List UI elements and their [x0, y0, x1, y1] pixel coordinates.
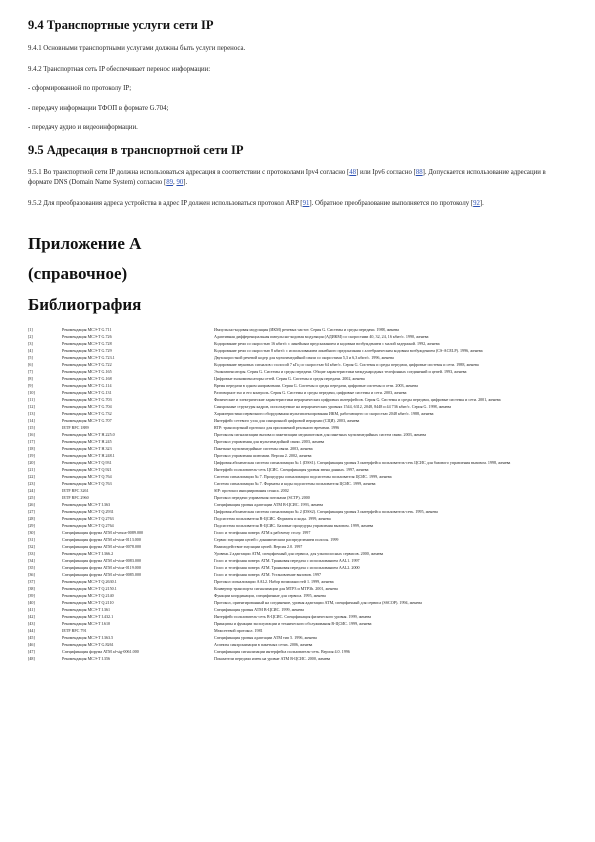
reference-link-92[interactable]: 92	[473, 200, 480, 207]
bibliography-entry-title: Кодирование речи со скоростью 8 кбит/с с использованием линейного предсказания с алгебраическим кодовым возбуждением (CS-ACELP). 1996, женева	[214, 348, 483, 353]
bibliography-entry-number: [37]	[28, 579, 35, 584]
bibliography-entry-document: Рекомендация МСЭ-Т G.8261	[62, 642, 114, 647]
bibliography-entry-document: Рекомендация МСЭ-Т H.225.0	[62, 432, 115, 437]
bibliography-entry-title: Протокол, ориентированный на соединение, уровня адаптации ATM, специфичный для сервиса (SSCOP). 1994, женева	[214, 600, 422, 605]
bibliography-entry	[28, 391, 568, 396]
bibliography-entry-title: Уровень 2 адаптации АТМ, специфичный для сервиса, для узкополосных сервисов. 2000, женева	[214, 551, 384, 556]
bibliography-entry	[28, 461, 568, 466]
bibliography-entry-number: [1]	[28, 327, 33, 332]
bibliography-entry-document: Рекомендация МСЭ-Т G.711	[62, 327, 112, 332]
bibliography-entry-document: Рекомендация МСЭ-Т Q.2140	[62, 593, 114, 598]
appendix-title: Приложение А	[28, 234, 142, 253]
bullet-audio-video: - передачу аудио и видеоинформации.	[28, 124, 138, 131]
bibliography-entry	[28, 580, 568, 585]
bibliography-entry-number: [41]	[28, 607, 35, 612]
bibliography-entry	[28, 384, 568, 389]
bibliography-entry-title: Протокол сигнализации AAL2. Набор возможностей 1. 1999, женева	[214, 579, 334, 584]
bibliography-entry-document: Рекомендация МСЭ-Т H.245	[62, 439, 112, 444]
bibliography-entry	[28, 566, 568, 571]
bibliography-entry-number: [44]	[28, 628, 35, 633]
bibliography-entry-number: [14]	[28, 418, 35, 423]
bibliography-entry-document: Рекомендация МСЭ-Т G.732	[62, 411, 112, 416]
bibliography-entry	[28, 608, 568, 613]
bibliography-entry-number: [15]	[28, 425, 35, 430]
bibliography-entry-number: [48]	[28, 656, 35, 661]
bibliography-entry-title: Протоколы сигнализации вызова и пакетизации медиапотоков для пакетных мультимедийных систем связи. 2003, женева	[214, 432, 427, 437]
paragraph-9-5-2-text-b: ]. Обратное преобразование выполняется по протоколу [	[309, 200, 474, 207]
bibliography-entry-document: IETF RFC 791	[62, 628, 87, 633]
bibliography-entry	[28, 426, 568, 431]
bibliography-entry-number: [32]	[28, 544, 35, 549]
bibliography-entry	[28, 377, 568, 382]
bibliography-entry-title: Двухскоростной речевой кодер для мультимедийной связи со скоростями 5,3 и 6,3 кбит/с. 1996, женева	[214, 355, 394, 360]
bibliography-entry-title: Характеристики первичного оборудования мультиплексирования ИКМ, работающего со скоростью 2048 кбит/с. 1988, женева	[214, 411, 434, 416]
bibliography-entry	[28, 552, 568, 557]
bibliography-entry	[28, 657, 568, 662]
bibliography-entry-title: Взаимодействие эмуляции цепей. Версия 2.0. 1997	[214, 544, 303, 549]
bibliography-entry	[28, 650, 568, 655]
bibliography-entry	[28, 545, 568, 550]
bibliography-entry-title: Протокол управления для мультимедийной связи. 2003, женева	[214, 439, 325, 444]
bibliography-entry-title: Подсистема пользователя В-ЦСИС. Базовые процедуры управления вызовом. 1999, женева	[214, 523, 374, 528]
bibliography-entry-number: [24]	[28, 488, 35, 493]
bibliography-entry-title: Кодирование речи со скоростью 16 кбит/с с линейным предсказанием и кодовым возбуждением с малой задержкой. 1992, женева	[214, 341, 440, 346]
bibliography-entry-title: Голос и телефония поверх ATM. Транковая передача с использованием AAL2. 2000	[214, 565, 360, 570]
bibliography-entry-title: Импульсно-кодовая модуляция (ИКМ) речевых частот. Серия G. Системы и среды передачи. 1988, женева	[214, 327, 400, 332]
bibliography-entry-number: [2]	[28, 334, 33, 339]
bibliography-entry-title: Протокол передачи управления потоками (SCTP). 2000	[214, 495, 310, 500]
bibliography-entry	[28, 489, 568, 494]
bibliography-entry-number: [46]	[28, 642, 35, 647]
bibliography-entry	[28, 559, 568, 564]
bibliography-list	[28, 328, 568, 664]
bibliography-entry-document: Рекомендация МСЭ-Т I.363.5	[62, 635, 114, 640]
bibliography-entry	[28, 503, 568, 508]
section-heading-9-4: 9.4 Транспортные услуги сети IP	[28, 18, 214, 32]
bibliography-entry-number: [19]	[28, 453, 35, 458]
bibliography-entry-document: Рекомендация МСЭ-Т G.729	[62, 348, 112, 353]
bibliography-entry-title: Спецификация уровня АТМ В-ЦСИС. 1999, женева	[214, 607, 304, 612]
bibliography-entry	[28, 622, 568, 627]
bibliography-entry-title: Конвертор транспорта сигнализации для MTP3 и MTP3b. 2001, женева	[214, 586, 338, 591]
bibliography-entry-number: [45]	[28, 635, 35, 640]
bibliography-entry-document: Рекомендация МСЭ-Т Q.2931	[62, 509, 114, 514]
appendix-subtitle: (справочное)	[28, 264, 128, 283]
bibliography-entry-document: IETF RFC 1889	[62, 425, 89, 430]
paragraph-9-5-1-text-b: ] или Ipv6 согласно [	[356, 169, 416, 176]
paragraph-9-5-2-text-c: ].	[479, 200, 484, 207]
reference-link-48[interactable]: 48	[349, 169, 357, 176]
bibliography-entry-title: Спецификация сигнализации интерфейса пользователь-сеть. Версия 4.0. 1996	[214, 649, 350, 654]
bibliography-entry-title: Протокол управления шлюзами. Версия 2. 2002, женева	[214, 453, 312, 458]
bibliography-entry-number: [47]	[28, 649, 35, 654]
bibliography-entry	[28, 398, 568, 403]
bibliography-entry-number: [18]	[28, 446, 35, 451]
bibliography-entry	[28, 629, 568, 634]
bibliography-entry-document: Спецификация форума ATM af-vmoa-0089.000	[62, 530, 144, 535]
bibliography-entry	[28, 587, 568, 592]
bibliography-entry-number: [4]	[28, 348, 33, 353]
reference-link-89[interactable]: 89	[166, 179, 174, 186]
bibliography-entry-number: [7]	[28, 369, 33, 374]
bibliography-entry-document: Спецификация форума ATM af-vtoa-0119.000	[62, 565, 141, 570]
paragraph-9-5-1-sep: ,	[173, 179, 177, 186]
bibliography-entry-title: Спецификация уровня адаптации АТМ тип 5. 1996, женева	[214, 635, 317, 640]
bibliography-entry-title: Сервис эмуляции цепей с динамическим распределением полосы. 1999	[214, 537, 339, 542]
bibliography-entry-number: [9]	[28, 383, 33, 388]
bibliography-entry-title: Синхронные структуры кадров, используемые на иерархических уровнях 1544, 6312, 2048, 8448 и 44 736 кбит/с. Серия G. 1998, женева	[214, 404, 452, 409]
bibliography-entry-title: Голос и телефония поверх ATM к рабочему столу. 1997	[214, 530, 311, 535]
bibliography-entry-document: Рекомендация МСЭ-Т G.722	[62, 362, 112, 367]
bibliography-entry-title: Показатели передачи ячеек на уровне АТМ В-ЦСИС. 2000, женева	[214, 656, 331, 661]
bibliography-entry-title: SIP: протокол инициирования сеанса. 2002	[214, 488, 289, 493]
bibliography-entry-document: Рекомендация МСЭ-Т I.363	[62, 502, 111, 507]
bibliography-entry-title: RTP: транспортный протокол для приложений реального времени. 1996	[214, 425, 340, 430]
bibliography-entry-document: Рекомендация МСЭ-Т H.248.1	[62, 453, 115, 458]
bibliography-entry-title: Голос и телефония поверх ATM. Транковая передача с использованием AAL1. 1997	[214, 558, 360, 563]
bibliography-entry	[28, 335, 568, 340]
bibliography-entry-number: [12]	[28, 404, 35, 409]
bibliography-entry-title: Эхокомпенсаторы. Серия G. Системы и среды передачи. Общие характеристики международных телефонных соединений и цепей. 1993, женева	[214, 369, 467, 374]
bibliography-entry	[28, 573, 568, 578]
bibliography-entry-number: [26]	[28, 502, 35, 507]
bibliography-entry-number: [17]	[28, 439, 35, 444]
bibliography-entry-title: Голос и телефония поверх ATM. Установление вызовов. 1997	[214, 572, 322, 577]
bibliography-entry-number: [36]	[28, 572, 35, 577]
bibliography-entry-title: Функции координации, специфичные для сервиса. 1995, женева	[214, 593, 326, 598]
bibliography-entry-title: Подсистема пользователя В-ЦСИС. Форматы и коды. 1999, женева	[214, 516, 331, 521]
bullet-g704: - передачу информации ТФОП в формате G.704;	[28, 105, 169, 112]
bibliography-entry-document: Рекомендация МСЭ-Т I.356	[62, 656, 111, 661]
bibliography-entry-number: [20]	[28, 460, 35, 465]
bibliography-entry	[28, 496, 568, 501]
bibliography-entry-document: IETF RFC 3261	[62, 488, 89, 493]
bibliography-entry	[28, 510, 568, 515]
bibliography-entry-title: Спецификация уровня адаптации АТМ В-ЦСИС. 1993, женева	[214, 502, 324, 507]
bibliography-entry-number: [42]	[28, 614, 35, 619]
bibliography-entry-title: Цифровые эхокомпенсаторы сетей. Серия G. Системы и среды передачи. 2002, женева	[214, 376, 365, 381]
bibliography-entry	[28, 594, 568, 599]
bibliography-entry-document: Рекомендация МСЭ-Т G.723.1	[62, 355, 115, 360]
bibliography-entry	[28, 356, 568, 361]
paragraph-9-4-2: 9.4.2 Транспортная сеть IP обеспечивает перенос информации:	[28, 66, 211, 73]
bibliography-entry-document: IETF RFC 2960	[62, 495, 89, 500]
bibliography-entry-document: Рекомендация МСЭ-Т G.165	[62, 369, 112, 374]
bibliography-entry-title: Система сигнализации № 7. Форматы и коды подсистемы пользователя ЦСИС. 1999, женева	[214, 481, 376, 486]
bibliography-entry-title: Система сигнализации № 7. Процедуры сигнализации подсистемы пользователя ЦСИС. 1999, женева	[214, 474, 392, 479]
paragraph-9-4-1: 9.4.1 Основными транспортными услугами должны быть услуги переноса.	[28, 45, 246, 52]
bibliography-entry-title: Пакетные мультимедийные системы связи. 2003, женева	[214, 446, 313, 451]
bibliography-entry-number: [34]	[28, 558, 35, 563]
bibliography-entry-document: Рекомендация МСЭ-Т Q.921	[62, 467, 112, 472]
paragraph-9-5-1	[28, 168, 568, 188]
bibliography-entry-number: [30]	[28, 530, 35, 535]
bibliography-entry-number: [8]	[28, 376, 33, 381]
bibliography-entry-number: [23]	[28, 481, 35, 486]
bibliography-entry-number: [38]	[28, 586, 35, 591]
bibliography-entry-title: Физические и электрические характеристики иерархических цифровых интерфейсов. Серия G. Системы и среды передачи, цифровые системы и сети. 2001, женева	[214, 397, 501, 402]
bibliography-entry-title: Межсетевой протокол. 1981	[214, 628, 263, 633]
bibliography-entry-document: Рекомендация МСЭ-Т Q.931	[62, 460, 112, 465]
bibliography-entry-document: Спецификация форума ATM af-vtoa-0113.000	[62, 537, 141, 542]
bibliography-entry	[28, 440, 568, 445]
bibliography-entry-number: [25]	[28, 495, 35, 500]
bibliography-entry-document: Рекомендация МСЭ-Т Q.763	[62, 481, 112, 486]
bibliography-entry	[28, 524, 568, 529]
bibliography-entry-title: Разговорное эхо и его контроль. Серия G. Системы и среды передачи, цифровые системы и сети. 2003, женева	[214, 390, 407, 395]
bibliography-entry-title: Время передачи в одном направлении. Серия G. Системы и среды передачи, цифровые системы и сети. 2003, женева	[214, 383, 418, 388]
bibliography-entry-title: Интерфейс сетевого узла для синхронной цифровой иерархии (СЦИ). 2003, женева	[214, 418, 360, 423]
bibliography-entry-number: [3]	[28, 341, 33, 346]
bibliography-entry-title: Адаптивная дифференциальная импульсно-кодовая модуляция (АДИКМ) со скоростями 40, 32, 24, 16 кбит/с. 1990, женева	[214, 334, 429, 339]
bibliography-entry-document: Рекомендация МСЭ-Т I.361	[62, 607, 111, 612]
bibliography-entry-document: Рекомендация МСЭ-Т G.114	[62, 383, 112, 388]
bibliography-entry-title: Интерфейс пользователь-сеть В-ЦСИС. Спецификация физического уровня. 1999, женева	[214, 614, 372, 619]
bibliography-entry-number: [13]	[28, 411, 35, 416]
paragraph-9-5-2	[28, 199, 568, 209]
bibliography-entry-number: [35]	[28, 565, 35, 570]
paragraph-9-5-1-text-a: 9.5.1 Во транспортной сети IP должна использоваться адресация в соответствии с протоколами Ipv4 согласно [	[28, 169, 350, 176]
bibliography-entry-number: [5]	[28, 355, 33, 360]
bibliography-entry-document: Рекомендация МСЭ-Т Q.2110	[62, 600, 114, 605]
bibliography-entry	[28, 433, 568, 438]
paragraph-9-5-2-text-a: 9.5.2 Для преобразования адреса устройства в адрес IP должен использоваться протокол ARP [	[28, 200, 303, 207]
bibliography-entry-title: Цифровая абонентская система сигнализации № 1 (DSS1). Спецификация уровня 3 интерфейса пользователь-сеть ЦСИС для базового управления вызовом. 1998, женева	[214, 460, 511, 465]
bibliography-entry	[28, 615, 568, 620]
bibliography-entry	[28, 531, 568, 536]
bibliography-entry-number: [6]	[28, 362, 33, 367]
reference-link-90[interactable]: 90	[176, 179, 184, 186]
bibliography-entry	[28, 363, 568, 368]
bibliography-entry	[28, 475, 568, 480]
paragraph-9-5-1-text-c: ]. Допускается использование адресации в формате DNS (Domain Name System) согласно [	[28, 169, 546, 186]
bibliography-entry-title: Принципы и функции эксплуатации и технического обслуживания В-ЦСИС. 1999, женева	[214, 621, 372, 626]
bibliography-entry-document: Рекомендация МСЭ-Т I.610	[62, 621, 111, 626]
bibliography-entry	[28, 349, 568, 354]
bibliography-entry-number: [21]	[28, 467, 35, 472]
bibliography-entry-number: [22]	[28, 474, 35, 479]
bibliography-entry-document: Рекомендация МСЭ-Т G.131	[62, 390, 112, 395]
bibliography-entry-document: Рекомендация МСЭ-Т G.703	[62, 397, 112, 402]
bibliography-entry-document: Рекомендация МСЭ-Т Q.2764	[62, 523, 114, 528]
bibliography-entry-title: Цифровая абонентская система сигнализации № 2 (DSS2). Спецификация уровня 3 интерфейса пользователь-сеть. 1995, женева	[214, 509, 438, 514]
bibliography-entry-document: Спецификация форума ATM af-vtoa-0078.000	[62, 544, 142, 549]
bibliography-entry-document: Рекомендация МСЭ-Т Q.2630.1	[62, 579, 117, 584]
bibliography-entry-number: [10]	[28, 390, 35, 395]
bibliography-entry	[28, 370, 568, 375]
bibliography-entry-document: Рекомендация МСЭ-Т G.726	[62, 334, 112, 339]
bibliography-entry-document: Рекомендация МСЭ-Т G.707	[62, 418, 112, 423]
reference-link-91[interactable]: 91	[302, 200, 310, 207]
paragraph-9-5-1-text-d: ].	[183, 179, 188, 186]
bibliography-entry-number: [27]	[28, 509, 35, 514]
bibliography-entry	[28, 447, 568, 452]
bibliography-entry-document: Спецификация форума ATM af-sig-0061.000	[62, 649, 139, 654]
bibliography-entry-document: Рекомендация МСЭ-Т I.366.2	[62, 551, 114, 556]
bibliography-entry	[28, 636, 568, 641]
reference-link-88[interactable]: 88	[415, 169, 423, 176]
bibliography-entry	[28, 601, 568, 606]
bibliography-entry-number: [29]	[28, 523, 35, 528]
bibliography-entry	[28, 412, 568, 417]
bibliography-entry	[28, 643, 568, 648]
bibliography-entry-number: [40]	[28, 600, 35, 605]
bibliography-entry-number: [16]	[28, 432, 35, 437]
bibliography-entry-document: Рекомендация МСЭ-Т H.323	[62, 446, 112, 451]
bibliography-entry-title: Интерфейс пользователь-сеть ЦСИС. Спецификация уровня звена данных. 1997, женева	[214, 467, 369, 472]
bibliography-entry-title: Аспекты синхронизации в пакетных сетях. 2006, женева	[214, 642, 313, 647]
bibliography-entry-document: Спецификация форума ATM af-vtoa-0083.000	[62, 558, 142, 563]
bullet-ip: - сформированной по протоколу IP;	[28, 85, 132, 92]
bibliography-entry-title: Кодирование звуковых сигналов с полосой 7 кГц со скоростью 64 кбит/с. Серия G. Системы и среды передачи, цифровые системы и сети. 1988, женева	[214, 362, 479, 367]
bibliography-entry-document: Рекомендация МСЭ-Т Q.2763	[62, 516, 114, 521]
bibliography-entry-document: Рекомендация МСЭ-Т Q.764	[62, 474, 112, 479]
bibliography-entry-number: [39]	[28, 593, 35, 598]
bibliography-title: Библиография	[28, 295, 142, 314]
bibliography-entry	[28, 419, 568, 424]
bibliography-entry	[28, 538, 568, 543]
bibliography-entry	[28, 454, 568, 459]
bibliography-entry	[28, 517, 568, 522]
section-heading-9-5: 9.5 Адресация в транспортной сети IP	[28, 143, 244, 157]
bibliography-entry-document: Рекомендация МСЭ-Т I.432.1	[62, 614, 114, 619]
bibliography-entry-number: [31]	[28, 537, 35, 542]
bibliography-entry	[28, 468, 568, 473]
bibliography-entry-document: Рекомендация МСЭ-Т G.168	[62, 376, 112, 381]
bibliography-entry-number: [28]	[28, 516, 35, 521]
bibliography-entry	[28, 328, 568, 333]
bibliography-entry	[28, 342, 568, 347]
bibliography-entry-number: [11]	[28, 397, 35, 402]
bibliography-entry-document: Рекомендация МСЭ-Т G.728	[62, 341, 112, 346]
bibliography-entry-number: [43]	[28, 621, 35, 626]
bibliography-entry-document: Рекомендация МСЭ-Т Q.2150.1	[62, 586, 117, 591]
bibliography-entry	[28, 482, 568, 487]
bibliography-entry-number: [33]	[28, 551, 35, 556]
bibliography-entry-document: Спецификация форума ATM af-vtoa-0085.000	[62, 572, 142, 577]
bibliography-entry-document: Рекомендация МСЭ-Т G.704	[62, 404, 112, 409]
bibliography-entry	[28, 405, 568, 410]
